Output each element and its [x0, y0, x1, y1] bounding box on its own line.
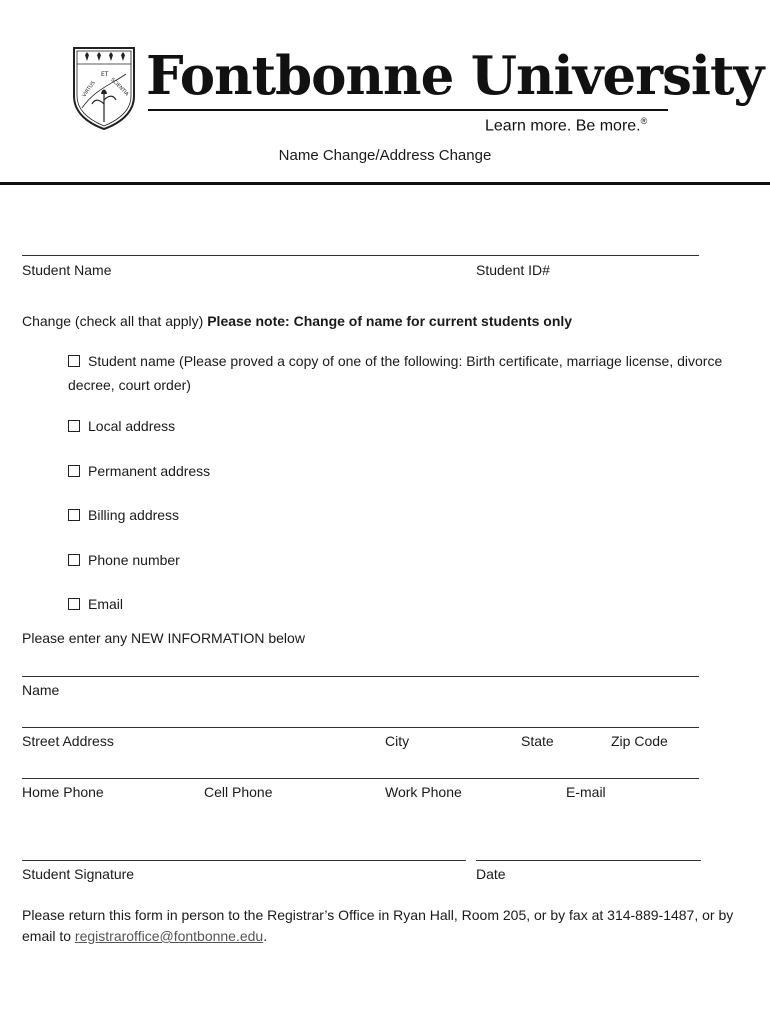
option-email: Email	[68, 595, 123, 613]
city-label: City	[385, 733, 410, 749]
tagline: Learn more. Be more.®	[485, 116, 648, 135]
address-line[interactable]	[22, 727, 699, 728]
university-wordmark: Fontbonne University	[146, 45, 764, 107]
university-crest-logo	[72, 44, 136, 130]
student-id-label: Student ID#	[476, 262, 550, 278]
home-phone-label: Home Phone	[22, 784, 104, 800]
change-instructions: Change (check all that apply) Please note: Change of name for current students only	[22, 313, 573, 329]
option-phone-number: Phone number	[68, 551, 180, 569]
new-info-heading: Please enter any NEW INFORMATION below	[22, 630, 305, 646]
registrar-email-link[interactable]: registraroffice@fontbonne.edu	[74, 928, 264, 944]
checkbox-permanent-address[interactable]	[68, 465, 80, 477]
header-divider	[0, 182, 770, 185]
checkbox-local-address[interactable]	[68, 420, 80, 432]
cell-phone-label: Cell Phone	[204, 784, 273, 800]
street-address-label: Street Address	[22, 733, 114, 749]
phone-email-line[interactable]	[22, 778, 699, 779]
student-name-label: Student Name	[22, 262, 112, 278]
date-line[interactable]	[476, 860, 701, 861]
checkbox-student-name[interactable]	[68, 355, 80, 367]
crest-word-et: ET	[101, 71, 109, 78]
email-label: E-mail	[566, 784, 606, 800]
state-label: State	[521, 733, 554, 749]
crest-word-scientia: SCIENTIA	[109, 76, 130, 98]
zip-code-label: Zip Code	[611, 733, 668, 749]
option-billing-address: Billing address	[68, 506, 179, 524]
option-permanent-address: Permanent address	[68, 462, 210, 480]
form-title: Name Change/Address Change	[278, 147, 492, 164]
date-label: Date	[476, 866, 506, 882]
option-student-name-continuation: decree, court order)	[68, 377, 191, 393]
work-phone-label: Work Phone	[385, 784, 462, 800]
change-note: Please note: Change of name for current students only	[207, 313, 573, 329]
checkbox-phone-number[interactable]	[68, 554, 80, 566]
student-signature-label: Student Signature	[22, 866, 135, 882]
signature-line[interactable]	[22, 860, 466, 861]
option-student-name: Student name (Please proved a copy of one of the following: Birth certificate, marriage license, divorce	[68, 352, 722, 370]
return-instructions: Please return this form in person to the Registrar’s Office in Ryan Hall, Room 205, or by fax at 314-889-1487, or by	[22, 907, 734, 923]
option-local-address: Local address	[68, 417, 175, 435]
checkbox-email[interactable]	[68, 598, 80, 610]
name-line[interactable]	[22, 676, 699, 677]
registered-mark: ®	[640, 116, 648, 126]
checkbox-billing-address[interactable]	[68, 509, 80, 521]
name-label: Name	[22, 682, 60, 698]
return-instructions-email: email to registraroffice@fontbonne.edu.	[22, 928, 268, 944]
student-name-id-line[interactable]	[22, 255, 699, 256]
crest-word-virtus: VIRTUS	[81, 80, 97, 99]
